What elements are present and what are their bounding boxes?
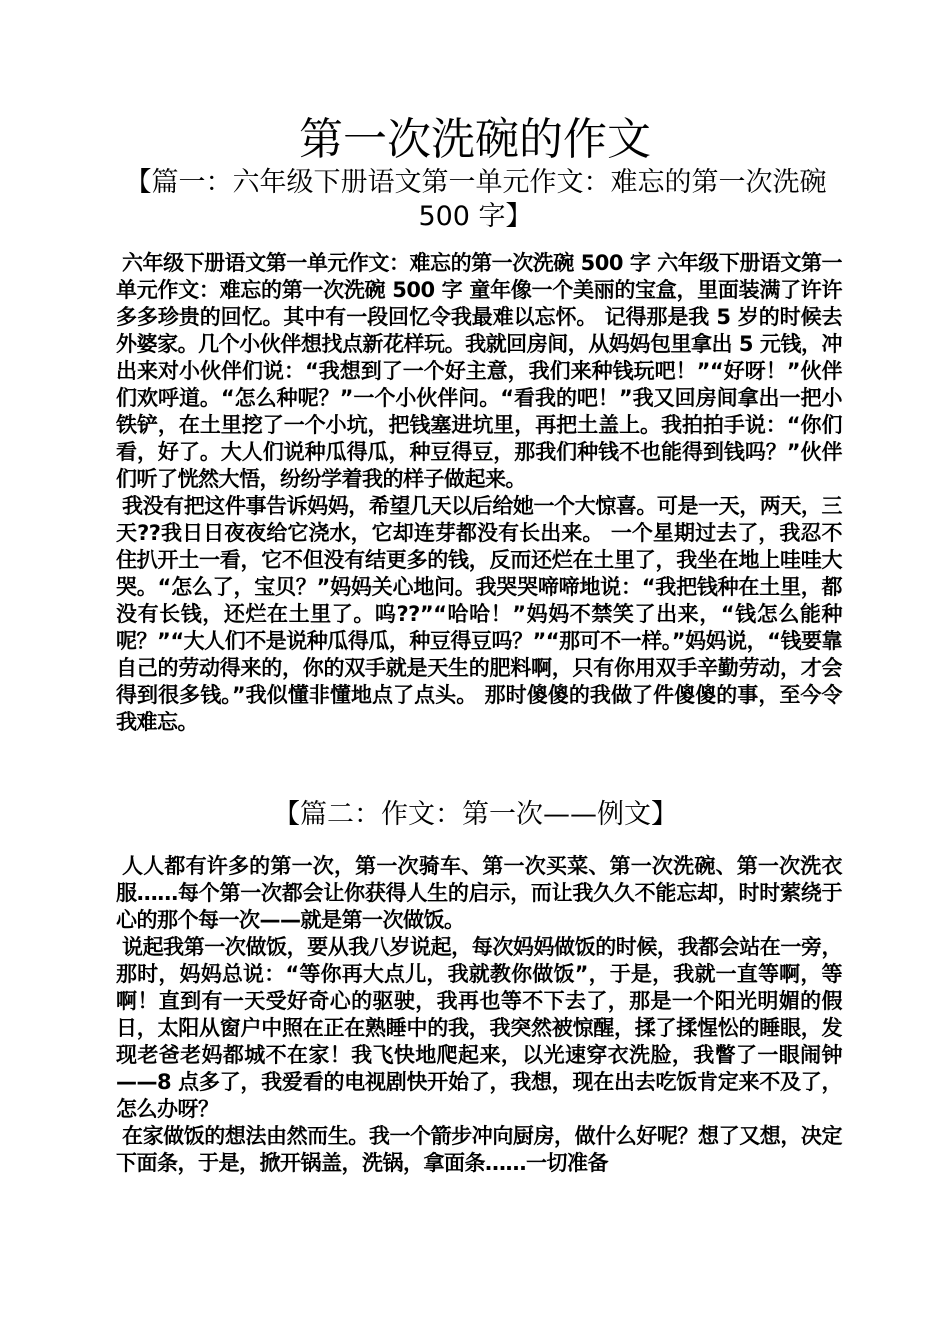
section-2-body	[116, 853, 842, 1177]
section-1-heading: 【篇一：六年级下册语文第一单元作文：难忘的第一次洗碗 500 字】	[124, 167, 827, 232]
section-2-paragraph-1: 人人都有许多的第一次，第一次骑车、第一次买菜、第一次洗碗、第一次洗衣服……每个第一次都会让你获得人生的启示，而让我久久不能忘却，时时萦绕于心的那个每一次——就是第一次做饭。	[116, 854, 842, 932]
section-2-paragraph-2: 说起我第一次做饭，要从我八岁说起，每次妈妈做饭的时候，我都会站在一旁，那时，妈妈总说：“等你再大点儿，我就教你做饭”，于是，我就一直等啊，等啊！直到有一天受好奇心的驱驶，我再也等不下去了，那是一个阳光明媚的假日，太阳从窗户中照在正在熟睡中的我，我突然被惊醒，揉了揉惺忪的睡眼，发现老爸老妈都城不在家！我飞快地爬起来，以光速穿衣洗脸，我瞥了一眼闹钟——8 点多了，我爱看的电视剧快开始了，我想，现在出去吃饭肯定来不及了，怎么办呀？	[116, 935, 842, 1121]
section-2-paragraph-3: 在家做饭的想法由然而生。我一个箭步冲向厨房，做什么好呢？想了又想，决定下面条，于是，掀开锅盖，洗锅，拿面条……一切准备	[116, 1124, 842, 1175]
section-1-body	[116, 250, 842, 736]
document-title: 第一次洗碗的作文	[299, 114, 651, 165]
section-1-paragraph-2: 我没有把这件事告诉妈妈，希望几天以后给她一个大惊喜。可是一天，两天，三天??我日日夜夜给它浇水，它却连芽都没有长出来。 一个星期过去了，我忍不住扒开土一看，它不但没有结更多的钱，反而还烂在土里了，我坐在地上哇哇大哭。“怎么了，宝贝？”妈妈关心地问。我哭哭啼啼地说：“我把钱种在土里，都没有长钱，还烂在土里了。呜??”“哈哈！”妈妈不禁笑了出来，“钱怎么能种呢？”“大人们不是说种瓜得瓜，种豆得豆吗？”“那可不一样。”妈妈说，“钱要靠自己的劳动得来的，你的双手就是天生的肥料啊，只有你用双手辛勤劳动，才会得到很多钱。”我似懂非懂地点了点头。 那时傻傻的我做了件傻傻的事，至今令我难忘。	[116, 494, 842, 734]
section-1-paragraph-1: 六年级下册语文第一单元作文：难忘的第一次洗碗 500 字 六年级下册语文第一单元作文：难忘的第一次洗碗 500 字 童年像一个美丽的宝盒，里面装满了许许多多珍贵的回忆。其中有一段回忆令我最难以忘怀。 记得那是我 5 岁的时候去外婆家。几个小伙伴想找点新花样玩。我就回房间，从妈妈包里拿出 5 元钱，冲出来对小伙伴们说：“我想到了一个好主意，我们来种钱玩吧！”“好呀！”伙伴们欢呼道。“怎么种呢？”一个小伙伴问。“看我的吧！”我又回房间拿出一把小铁铲，在土里挖了一个小坑，把钱塞进坑里，再把土盖上。我拍拍手说：“你们看，好了。大人们说种瓜得瓜，种豆得豆，那我们种钱不也能得到钱吗？”伙伴们听了恍然大悟，纷纷学着我的样子做起来。	[116, 251, 842, 491]
section-2-heading: 【篇二：作文：第一次——例文】	[273, 799, 678, 830]
